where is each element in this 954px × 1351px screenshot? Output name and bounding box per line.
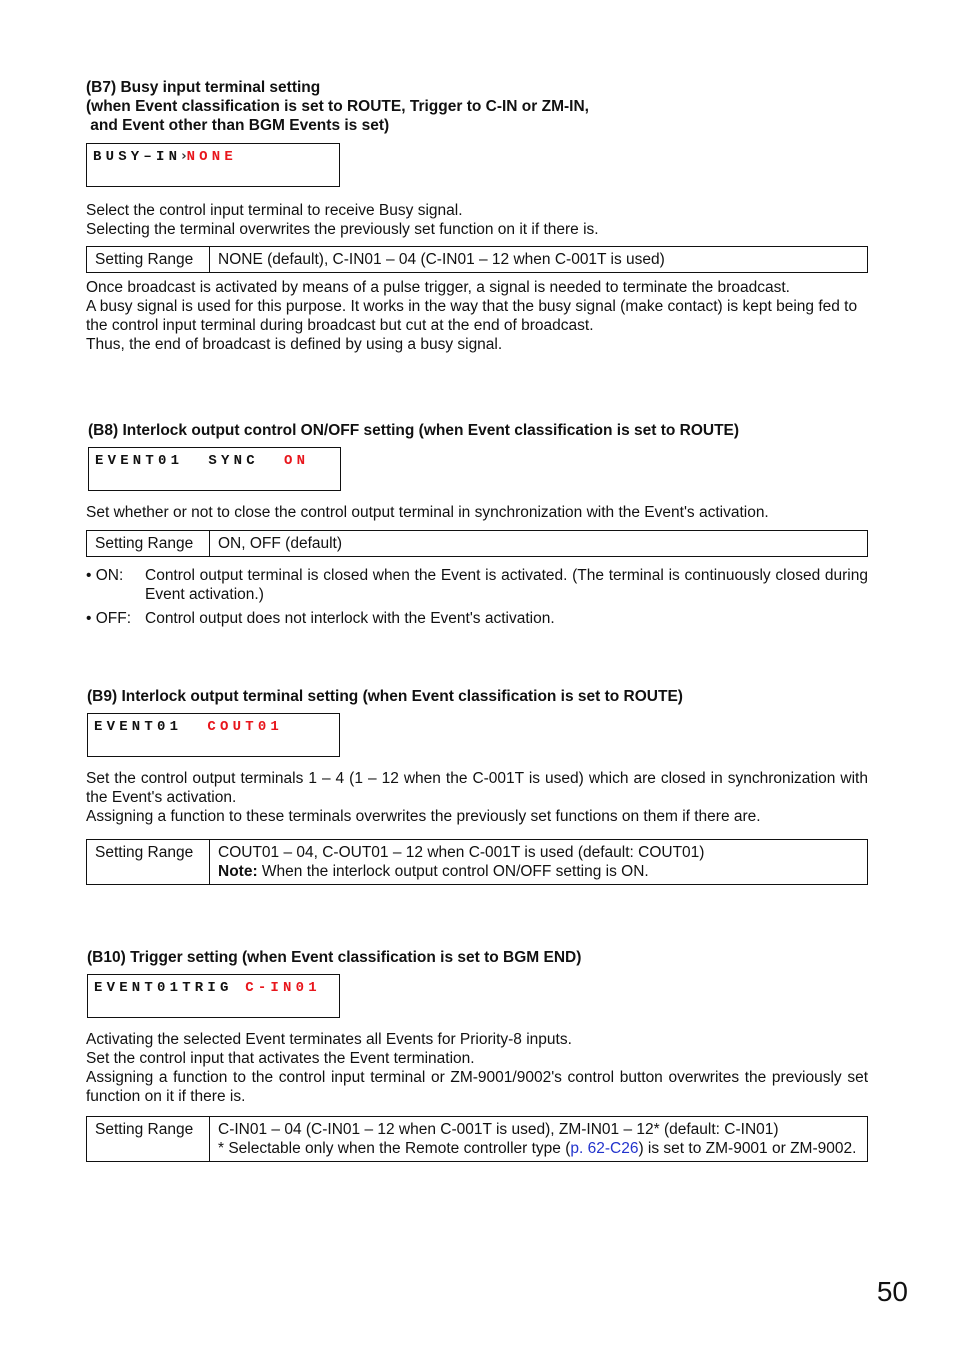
b7-range-label: Setting Range bbox=[87, 247, 210, 273]
b7-heading-line2: (when Event classification is set to ROUTE, Trigger to C-IN or ZM-IN, bbox=[86, 98, 589, 115]
b7-heading bbox=[86, 78, 589, 135]
b9-range-label: Setting Range bbox=[87, 840, 210, 885]
b8-description bbox=[86, 503, 868, 522]
b10-range-label: Setting Range bbox=[87, 1117, 210, 1162]
chevron-right-icon: › bbox=[181, 149, 187, 164]
list-item bbox=[86, 609, 868, 628]
b10-footnote-post: ) is set to ZM-9001 or ZM-9002. bbox=[638, 1140, 857, 1157]
b10-range-line: C-IN01 – 04 (C-IN01 – 12 when C-001T is used), ZM-IN01 – 12* (default: C-IN01) bbox=[218, 1121, 779, 1138]
bullet-key: • ON: bbox=[86, 567, 124, 584]
b7-lcd-value: NONE bbox=[186, 149, 237, 165]
b10-para-1: Activating the selected Event terminates all Events for Priority-8 inputs. bbox=[86, 1031, 572, 1048]
b7-heading-line1: (B7) Busy input terminal setting bbox=[86, 79, 321, 96]
b8-heading: (B8) Interlock output control ON/OFF setting (when Event classification is set to ROUTE) bbox=[88, 422, 740, 439]
b7-lcd-display bbox=[86, 143, 340, 187]
bullet-key: • OFF: bbox=[86, 610, 132, 627]
b9-lcd-label: EVENT01 bbox=[94, 719, 208, 735]
page-number: 50 bbox=[876, 1276, 908, 1307]
page-reference-link[interactable]: p. 62-C26 bbox=[570, 1140, 639, 1157]
b8-bullet-list bbox=[86, 566, 868, 628]
b7-after-3: Thus, the end of broadcast is defined by using a busy signal. bbox=[86, 336, 503, 353]
b9-lcd-display bbox=[87, 713, 340, 757]
b10-footnote bbox=[218, 1139, 859, 1158]
b10-description bbox=[86, 1030, 868, 1106]
b7-range-value: NONE (default), C-IN01 – 04 (C-IN01 – 12 when C-001T is used) bbox=[210, 247, 868, 273]
b10-lcd-label: EVENT01TRIG bbox=[94, 980, 246, 996]
b10-lcd-display bbox=[87, 974, 340, 1018]
b8-lcd-label: EVENT01 SYNC bbox=[95, 453, 285, 469]
b7-description bbox=[86, 201, 868, 239]
b7-explanation bbox=[86, 278, 868, 354]
b8-para: Set whether or not to close the control output terminal in synchronization with the Event's activation. bbox=[86, 504, 769, 521]
b8-range-value: ON, OFF (default) bbox=[210, 531, 868, 557]
b10-heading: (B10) Trigger setting (when Event classification is set to BGM END) bbox=[87, 949, 582, 966]
b8-lcd-value: ON bbox=[284, 453, 310, 469]
b7-para-2: Selecting the terminal overwrites the previously set function on it if there is. bbox=[86, 221, 599, 238]
b9-heading: (B9) Interlock output terminal setting (when Event classification is set to ROUTE) bbox=[87, 688, 683, 705]
b7-setting-range-table bbox=[86, 246, 868, 273]
bullet-text: Control output does not interlock with the Event's activation. bbox=[145, 610, 555, 627]
b7-heading-line3: and Event other than BGM Events is set) bbox=[86, 117, 390, 134]
b9-note-text: When the interlock output control ON/OFF setting is ON. bbox=[257, 863, 649, 880]
b9-para-2: Assigning a function to these terminals overwrites the previously set functions on them if there are. bbox=[86, 808, 761, 825]
b9-note-label: Note: bbox=[218, 863, 258, 880]
b9-lcd-value: COUT01 bbox=[207, 719, 284, 735]
b9-para-1: Set the control output terminals 1 – 4 (1 – 12 when the C-001T is used) which are closed in synchronization with the Event's activation. bbox=[86, 770, 868, 806]
b10-para-3: Assigning a function to the control input terminal or ZM-9001/9002's control button overwrites the previously set function on it if there is. bbox=[86, 1069, 868, 1105]
list-item bbox=[86, 566, 868, 604]
b7-lcd-label: BUSY–IN bbox=[93, 149, 182, 165]
b8-range-label: Setting Range bbox=[87, 531, 210, 557]
b10-setting-range-table bbox=[86, 1116, 868, 1162]
b9-description bbox=[86, 769, 868, 826]
b10-lcd-value: C-IN01 bbox=[245, 980, 321, 996]
b10-range-value bbox=[210, 1117, 868, 1162]
b8-setting-range-table bbox=[86, 530, 868, 557]
b9-range-value bbox=[210, 840, 868, 885]
b7-para-1: Select the control input terminal to receive Busy signal. bbox=[86, 202, 463, 219]
bullet-text: Control output terminal is closed when the Event is activated. (The terminal is continuously closed during Event activation.) bbox=[145, 567, 868, 603]
b9-range-line: COUT01 – 04, C-OUT01 – 12 when C-001T is used (default: COUT01) bbox=[218, 844, 705, 861]
b9-setting-range-table bbox=[86, 839, 868, 885]
b10-footnote-pre: * Selectable only when the Remote controller type ( bbox=[218, 1140, 571, 1157]
b9-note bbox=[218, 862, 859, 881]
b7-after-1: Once broadcast is activated by means of a pulse trigger, a signal is needed to terminate the broadcast. bbox=[86, 279, 790, 296]
b7-after-2: A busy signal is used for this purpose. It works in the way that the busy signal (make contact) is kept being fed to the control input terminal during broadcast but cut at the end of broadcast. bbox=[86, 298, 858, 334]
b8-lcd-display bbox=[88, 447, 341, 491]
b10-para-2: Set the control input that activates the Event termination. bbox=[86, 1050, 475, 1067]
